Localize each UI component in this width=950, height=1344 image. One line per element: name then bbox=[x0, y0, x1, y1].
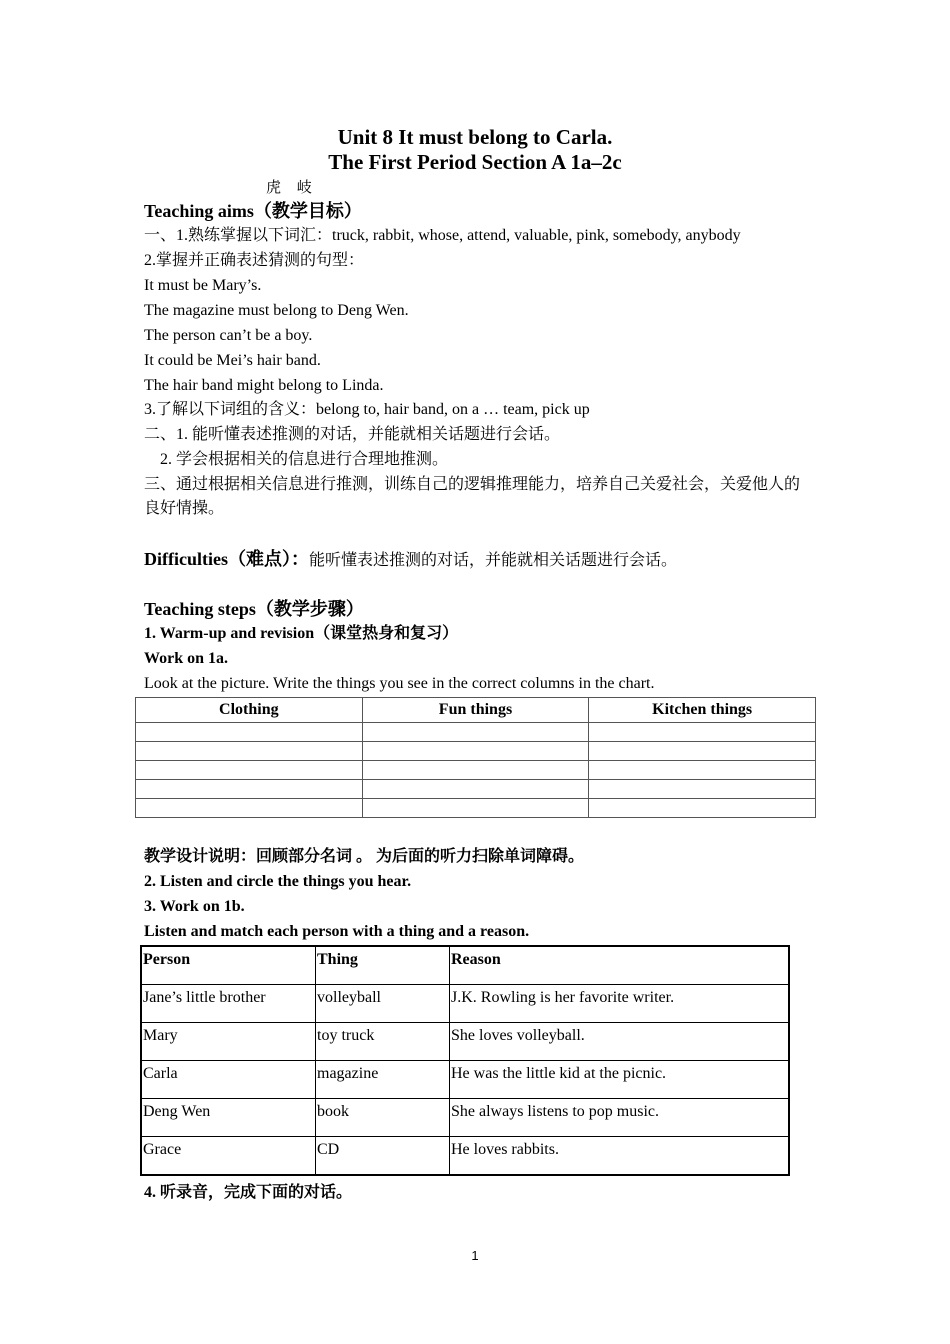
table-row bbox=[141, 1099, 789, 1137]
chart-table-1a bbox=[135, 697, 816, 818]
teaching-steps-heading: Teaching steps（教学步骤） bbox=[144, 599, 364, 619]
column-header-fun-things: Fun things bbox=[362, 698, 589, 723]
table-cell[interactable] bbox=[362, 742, 589, 761]
reason-cell: She loves volleyball. bbox=[450, 1023, 790, 1061]
step-1a-label: Work on 1a. bbox=[144, 650, 229, 667]
reason-cell: He loves rabbits. bbox=[450, 1137, 790, 1176]
table-cell[interactable] bbox=[136, 742, 363, 761]
column-header-person: Person bbox=[141, 946, 316, 985]
match-table-1b bbox=[140, 945, 790, 1176]
aims-line-6: It could be Mei’s hair band. bbox=[144, 352, 321, 369]
table-cell[interactable] bbox=[589, 799, 816, 818]
thing-cell: magazine bbox=[316, 1061, 450, 1099]
table-cell[interactable] bbox=[362, 799, 589, 818]
person-cell: Carla bbox=[141, 1061, 316, 1099]
aims-line-1: 一、1.熟练掌握以下词汇：truck, rabbit, whose, attend, valuable, pink, somebody, anybody bbox=[144, 227, 741, 244]
table-row bbox=[141, 985, 789, 1023]
person-cell: Mary bbox=[141, 1023, 316, 1061]
teaching-aims-heading: Teaching aims（教学目标） bbox=[144, 201, 362, 221]
table-row bbox=[141, 1023, 789, 1061]
person-cell: Grace bbox=[141, 1137, 316, 1176]
column-header-kitchen-things: Kitchen things bbox=[589, 698, 816, 723]
table-row bbox=[141, 1137, 789, 1176]
table-cell[interactable] bbox=[589, 723, 816, 742]
difficulties-heading: Difficulties（难点）： bbox=[144, 549, 309, 569]
thing-cell: CD bbox=[316, 1137, 450, 1176]
table-header-row bbox=[136, 698, 816, 723]
step-4-heading: 4. 听录音，完成下面的对话。 bbox=[144, 1184, 353, 1201]
column-header-thing: Thing bbox=[316, 946, 450, 985]
person-cell: Jane’s little brother bbox=[141, 985, 316, 1023]
step-3-instruction: Listen and match each person with a thing and a reason. bbox=[144, 923, 530, 940]
page-number: 1 bbox=[471, 1248, 479, 1263]
aims-line-2: 2.掌握并正确表述猜测的句型： bbox=[144, 252, 365, 269]
table-cell[interactable] bbox=[136, 761, 363, 780]
title-line-2: The First Period Section A 1a–2c bbox=[328, 150, 622, 174]
step-1b-instruction: Look at the picture. Write the things you see in the correct columns in the chart. bbox=[144, 675, 655, 692]
table-row bbox=[136, 799, 816, 818]
aims-line-7: The hair band might belong to Linda. bbox=[144, 377, 384, 394]
design-note: 教学设计说明：回顾部分名词 。 为后面的听力扫除单词障碍。 bbox=[144, 848, 585, 865]
table-cell[interactable] bbox=[362, 723, 589, 742]
thing-cell: book bbox=[316, 1099, 450, 1137]
column-header-clothing: Clothing bbox=[136, 698, 363, 723]
aims-line-9: 二、1. 能听懂表述推测的对话，并能就相关话题进行会话。 bbox=[144, 426, 561, 443]
column-header-reason: Reason bbox=[450, 946, 790, 985]
aims-line-10: 2. 学会根据相关的信息进行合理地推测。 bbox=[160, 451, 449, 468]
table-row bbox=[141, 1061, 789, 1099]
reason-cell: J.K. Rowling is her favorite writer. bbox=[450, 985, 790, 1023]
step-3-heading: 3. Work on 1b. bbox=[144, 898, 245, 915]
difficulties-line bbox=[144, 547, 677, 573]
table-cell[interactable] bbox=[362, 761, 589, 780]
table-row bbox=[136, 761, 816, 780]
table-row bbox=[136, 780, 816, 799]
step-2-heading: 2. Listen and circle the things you hear. bbox=[144, 873, 412, 890]
table-cell[interactable] bbox=[136, 780, 363, 799]
aims-line-4: The magazine must belong to Deng Wen. bbox=[144, 302, 409, 319]
table-row bbox=[136, 723, 816, 742]
aims-line-8: 3.了解以下词组的含义：belong to, hair band, on a … team, pick up bbox=[144, 401, 590, 418]
table-cell[interactable] bbox=[589, 780, 816, 799]
step-1-heading: 1. Warm-up and revision（课堂热身和复习） bbox=[144, 625, 459, 642]
aims-line-3: It must be Mary’s. bbox=[144, 277, 262, 294]
aims-line-11: 三、通过根据相关信息进行推测，训练自己的逻辑推理能力，培养自己关爱社会，关爱他人的 bbox=[144, 476, 801, 493]
table-cell[interactable] bbox=[362, 780, 589, 799]
person-cell: Deng Wen bbox=[141, 1099, 316, 1137]
aims-line-5: The person can’t be a boy. bbox=[144, 327, 313, 344]
thing-cell: toy truck bbox=[316, 1023, 450, 1061]
table-header-row bbox=[141, 946, 789, 985]
thing-cell: volleyball bbox=[316, 985, 450, 1023]
aims-line-12: 良好情操。 bbox=[144, 500, 225, 517]
table-cell[interactable] bbox=[589, 742, 816, 761]
title-line-1: Unit 8 It must belong to Carla. bbox=[337, 125, 613, 149]
author-name: 虎 岐 bbox=[266, 180, 318, 196]
difficulties-text: 能听懂表述推测的对话，并能就相关话题进行会话。 bbox=[308, 552, 677, 569]
table-cell[interactable] bbox=[136, 723, 363, 742]
table-cell[interactable] bbox=[589, 761, 816, 780]
reason-cell: He was the little kid at the picnic. bbox=[450, 1061, 790, 1099]
table-row bbox=[136, 742, 816, 761]
table-cell[interactable] bbox=[136, 799, 363, 818]
reason-cell: She always listens to pop music. bbox=[450, 1099, 790, 1137]
